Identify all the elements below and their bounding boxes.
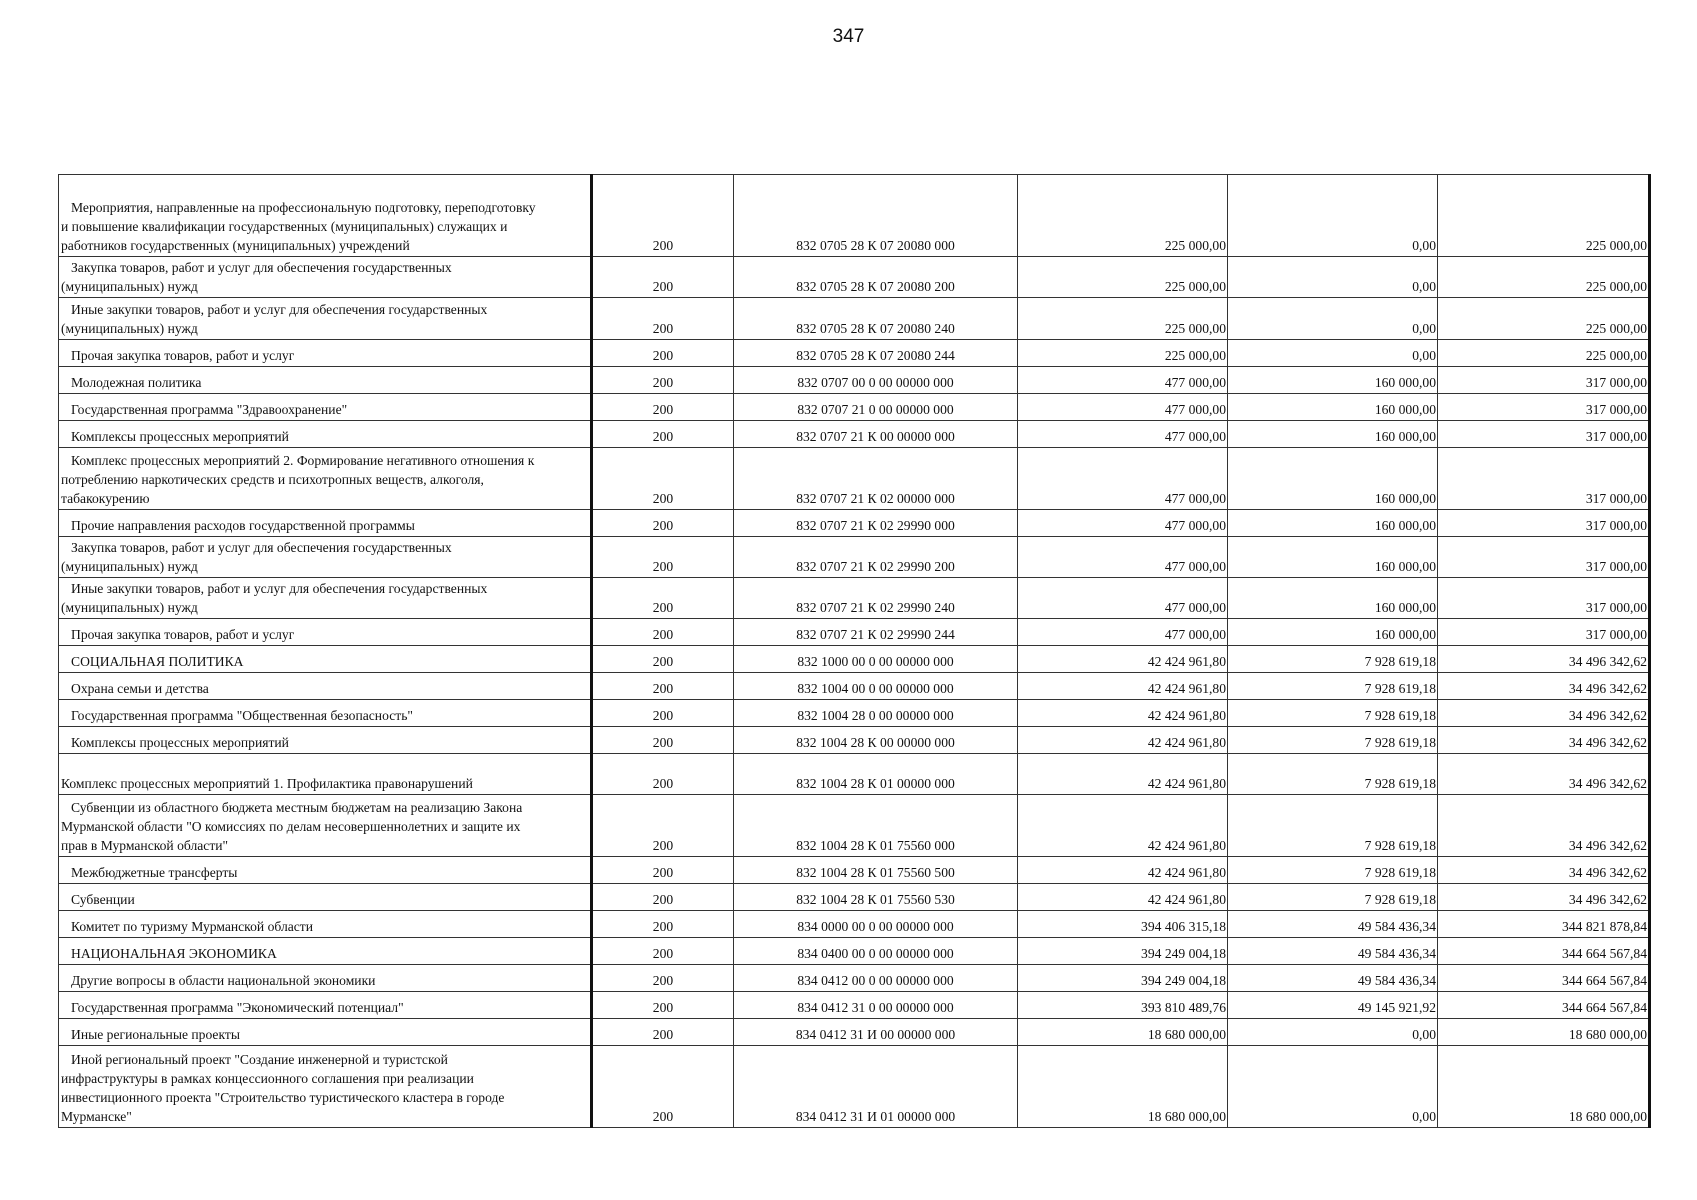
expense-name-line: инвестиционного проекта "Строительство туристического кластера в городе xyxy=(61,1090,505,1105)
admin-code-cell: 200 xyxy=(592,537,734,578)
expense-name-cell xyxy=(59,448,592,510)
budget-classification-cell: 834 0000 00 0 00 00000 000 xyxy=(734,911,1018,938)
amount-remaining-cell: 225 000,00 xyxy=(1438,257,1650,298)
budget-classification-cell: 832 0705 28 К 07 20080 244 xyxy=(734,340,1018,367)
expense-name-line: Закупка товаров, работ и услуг для обеспечения государственных xyxy=(71,260,452,275)
expense-name-line: Комплексы процессных мероприятий xyxy=(71,429,289,444)
expense-name-line: и повышение квалификации государственных (муниципальных) служащих и xyxy=(61,219,508,234)
amount-approved-cell: 477 000,00 xyxy=(1018,619,1228,646)
amount-remaining-cell: 317 000,00 xyxy=(1438,619,1650,646)
expense-name-line: Иной региональный проект "Создание инженерной и туристской xyxy=(71,1052,448,1067)
budget-classification-cell: 832 1004 28 К 01 75560 530 xyxy=(734,884,1018,911)
amount-executed-cell: 0,00 xyxy=(1228,175,1438,257)
amount-remaining-cell: 34 496 342,62 xyxy=(1438,857,1650,884)
expense-name-cell xyxy=(59,1019,592,1046)
amount-executed-cell: 7 928 619,18 xyxy=(1228,795,1438,857)
table-row xyxy=(59,646,1650,673)
amount-executed-cell: 0,00 xyxy=(1228,298,1438,340)
amount-executed-cell: 160 000,00 xyxy=(1228,367,1438,394)
table-row xyxy=(59,578,1650,619)
table-body xyxy=(59,175,1650,1128)
amount-approved-cell: 477 000,00 xyxy=(1018,448,1228,510)
amount-remaining-cell: 317 000,00 xyxy=(1438,578,1650,619)
budget-classification-cell: 832 0707 00 0 00 00000 000 xyxy=(734,367,1018,394)
expense-name-cell xyxy=(59,795,592,857)
table-row xyxy=(59,884,1650,911)
admin-code-cell: 200 xyxy=(592,1019,734,1046)
admin-code-cell: 200 xyxy=(592,795,734,857)
admin-code-cell: 200 xyxy=(592,298,734,340)
budget-classification-cell: 834 0412 31 И 01 00000 000 xyxy=(734,1046,1018,1128)
table-row xyxy=(59,619,1650,646)
amount-approved-cell: 225 000,00 xyxy=(1018,298,1228,340)
expense-name-cell xyxy=(59,911,592,938)
admin-code-cell: 200 xyxy=(592,394,734,421)
admin-code-cell: 200 xyxy=(592,510,734,537)
table-row xyxy=(59,394,1650,421)
amount-executed-cell: 160 000,00 xyxy=(1228,394,1438,421)
amount-approved-cell: 18 680 000,00 xyxy=(1018,1019,1228,1046)
amount-remaining-cell: 344 664 567,84 xyxy=(1438,965,1650,992)
admin-code-cell: 200 xyxy=(592,727,734,754)
admin-code-cell: 200 xyxy=(592,992,734,1019)
expense-name-cell xyxy=(59,175,592,257)
expense-name-line: СОЦИАЛЬНАЯ ПОЛИТИКА xyxy=(71,654,244,669)
expense-name-cell xyxy=(59,700,592,727)
amount-executed-cell: 7 928 619,18 xyxy=(1228,700,1438,727)
amount-approved-cell: 42 424 961,80 xyxy=(1018,727,1228,754)
admin-code-cell: 200 xyxy=(592,340,734,367)
budget-classification-cell: 832 1004 28 К 01 75560 000 xyxy=(734,795,1018,857)
expense-name-line: работников государственных (муниципальных) учреждений xyxy=(61,238,410,253)
amount-executed-cell: 160 000,00 xyxy=(1228,578,1438,619)
admin-code-cell: 200 xyxy=(592,965,734,992)
expense-name-line: Прочая закупка товаров, работ и услуг xyxy=(71,348,295,363)
expense-name-cell xyxy=(59,578,592,619)
table-row xyxy=(59,754,1650,795)
expense-name-line: (муниципальных) нужд xyxy=(61,600,198,615)
amount-executed-cell: 160 000,00 xyxy=(1228,448,1438,510)
table-row xyxy=(59,992,1650,1019)
budget-classification-cell: 832 0707 21 К 02 29990 244 xyxy=(734,619,1018,646)
expense-name-line: Межбюджетные трансферты xyxy=(71,865,238,880)
expense-name-line: Закупка товаров, работ и услуг для обеспечения государственных xyxy=(71,540,452,555)
amount-executed-cell: 7 928 619,18 xyxy=(1228,884,1438,911)
amount-executed-cell: 160 000,00 xyxy=(1228,510,1438,537)
amount-approved-cell: 477 000,00 xyxy=(1018,537,1228,578)
budget-classification-cell: 832 1000 00 0 00 00000 000 xyxy=(734,646,1018,673)
amount-approved-cell: 477 000,00 xyxy=(1018,510,1228,537)
amount-executed-cell: 49 584 436,34 xyxy=(1228,938,1438,965)
amount-approved-cell: 394 249 004,18 xyxy=(1018,965,1228,992)
table-row xyxy=(59,700,1650,727)
amount-approved-cell: 225 000,00 xyxy=(1018,257,1228,298)
expense-name-cell xyxy=(59,884,592,911)
amount-executed-cell: 7 928 619,18 xyxy=(1228,646,1438,673)
amount-executed-cell: 7 928 619,18 xyxy=(1228,727,1438,754)
expense-name-cell xyxy=(59,298,592,340)
amount-approved-cell: 42 424 961,80 xyxy=(1018,795,1228,857)
table-row xyxy=(59,857,1650,884)
table-row xyxy=(59,795,1650,857)
budget-classification-cell: 832 0707 21 К 00 00000 000 xyxy=(734,421,1018,448)
expense-name-cell xyxy=(59,394,592,421)
expense-name-cell xyxy=(59,727,592,754)
amount-remaining-cell: 317 000,00 xyxy=(1438,448,1650,510)
budget-classification-cell: 832 1004 28 К 01 75560 500 xyxy=(734,857,1018,884)
table-row xyxy=(59,448,1650,510)
budget-classification-cell: 832 0705 28 К 07 20080 240 xyxy=(734,298,1018,340)
amount-approved-cell: 42 424 961,80 xyxy=(1018,857,1228,884)
expense-name-line: Мероприятия, направленные на профессиональную подготовку, переподготовку xyxy=(71,200,536,215)
admin-code-cell: 200 xyxy=(592,700,734,727)
table-row xyxy=(59,1019,1650,1046)
expense-name-line: НАЦИОНАЛЬНАЯ ЭКОНОМИКА xyxy=(71,946,277,961)
budget-classification-cell: 832 0707 21 0 00 00000 000 xyxy=(734,394,1018,421)
expense-name-line: Субвенции xyxy=(71,892,135,907)
budget-classification-cell: 832 0707 21 К 02 29990 240 xyxy=(734,578,1018,619)
admin-code-cell: 200 xyxy=(592,175,734,257)
admin-code-cell: 200 xyxy=(592,421,734,448)
expense-name-line: Комитет по туризму Мурманской области xyxy=(71,919,314,934)
admin-code-cell: 200 xyxy=(592,578,734,619)
admin-code-cell: 200 xyxy=(592,448,734,510)
expense-name-cell xyxy=(59,965,592,992)
admin-code-cell: 200 xyxy=(592,911,734,938)
budget-classification-cell: 832 1004 28 К 01 00000 000 xyxy=(734,754,1018,795)
amount-remaining-cell: 225 000,00 xyxy=(1438,175,1650,257)
amount-approved-cell: 42 424 961,80 xyxy=(1018,700,1228,727)
table-row xyxy=(59,537,1650,578)
amount-executed-cell: 160 000,00 xyxy=(1228,421,1438,448)
amount-approved-cell: 42 424 961,80 xyxy=(1018,884,1228,911)
amount-approved-cell: 477 000,00 xyxy=(1018,367,1228,394)
table-row xyxy=(59,175,1650,257)
expense-name-line: Государственная программа "Здравоохранение" xyxy=(71,402,348,417)
expense-name-cell xyxy=(59,1046,592,1128)
budget-classification-cell: 832 0707 21 К 02 29990 200 xyxy=(734,537,1018,578)
amount-remaining-cell: 317 000,00 xyxy=(1438,367,1650,394)
amount-approved-cell: 477 000,00 xyxy=(1018,421,1228,448)
expense-name-cell xyxy=(59,421,592,448)
amount-remaining-cell: 317 000,00 xyxy=(1438,394,1650,421)
amount-remaining-cell: 18 680 000,00 xyxy=(1438,1019,1650,1046)
budget-table xyxy=(58,174,1651,1128)
budget-classification-cell: 834 0412 31 0 00 00000 000 xyxy=(734,992,1018,1019)
expense-name-line: (муниципальных) нужд xyxy=(61,321,198,336)
amount-executed-cell: 160 000,00 xyxy=(1228,619,1438,646)
expense-name-line: потреблению наркотических средств и психотропных веществ, алкоголя, xyxy=(61,472,484,487)
expense-name-cell xyxy=(59,673,592,700)
amount-executed-cell: 49 145 921,92 xyxy=(1228,992,1438,1019)
table-row xyxy=(59,510,1650,537)
table-row xyxy=(59,938,1650,965)
budget-classification-cell: 832 1004 00 0 00 00000 000 xyxy=(734,673,1018,700)
amount-approved-cell: 394 249 004,18 xyxy=(1018,938,1228,965)
amount-executed-cell: 7 928 619,18 xyxy=(1228,754,1438,795)
amount-remaining-cell: 34 496 342,62 xyxy=(1438,700,1650,727)
expense-name-line: Государственная программа "Общественная безопасность" xyxy=(71,708,413,723)
budget-classification-cell: 832 0705 28 К 07 20080 000 xyxy=(734,175,1018,257)
amount-executed-cell: 7 928 619,18 xyxy=(1228,857,1438,884)
admin-code-cell: 200 xyxy=(592,938,734,965)
expense-name-cell xyxy=(59,646,592,673)
expense-name-line: Мурманске" xyxy=(61,1109,132,1124)
amount-remaining-cell: 34 496 342,62 xyxy=(1438,727,1650,754)
expense-name-line: (муниципальных) нужд xyxy=(61,559,198,574)
expense-name-line: Государственная программа "Экономический потенциал" xyxy=(71,1000,404,1015)
budget-classification-cell: 832 0707 21 К 02 00000 000 xyxy=(734,448,1018,510)
table-row xyxy=(59,965,1650,992)
admin-code-cell: 200 xyxy=(592,646,734,673)
amount-approved-cell: 42 424 961,80 xyxy=(1018,646,1228,673)
admin-code-cell: 200 xyxy=(592,754,734,795)
expense-name-cell xyxy=(59,257,592,298)
amount-approved-cell: 394 406 315,18 xyxy=(1018,911,1228,938)
table-row xyxy=(59,1046,1650,1128)
table-row xyxy=(59,421,1650,448)
expense-name-cell xyxy=(59,992,592,1019)
expense-name-line xyxy=(61,755,588,774)
table-row xyxy=(59,298,1650,340)
amount-approved-cell: 225 000,00 xyxy=(1018,340,1228,367)
amount-remaining-cell: 34 496 342,62 xyxy=(1438,754,1650,795)
budget-classification-cell: 834 0412 00 0 00 00000 000 xyxy=(734,965,1018,992)
expense-name-line: прав в Мурманской области" xyxy=(61,838,229,853)
amount-executed-cell: 0,00 xyxy=(1228,340,1438,367)
table-row xyxy=(59,911,1650,938)
admin-code-cell: 200 xyxy=(592,257,734,298)
expense-name-cell xyxy=(59,938,592,965)
expense-name-line: Иные региональные проекты xyxy=(71,1027,240,1042)
expense-name-cell xyxy=(59,537,592,578)
amount-remaining-cell: 344 821 878,84 xyxy=(1438,911,1650,938)
expense-name-cell xyxy=(59,619,592,646)
expense-name-line: Мурманской области "О комиссиях по делам несовершеннолетних и защите их xyxy=(61,819,521,834)
expense-name-line: Иные закупки товаров, работ и услуг для обеспечения государственных xyxy=(71,581,488,596)
amount-executed-cell: 0,00 xyxy=(1228,1046,1438,1128)
expense-name-line: Иные закупки товаров, работ и услуг для обеспечения государственных xyxy=(71,302,488,317)
amount-approved-cell: 18 680 000,00 xyxy=(1018,1046,1228,1128)
expense-name-cell xyxy=(59,510,592,537)
expense-name-line: Охрана семьи и детства xyxy=(71,681,209,696)
amount-remaining-cell: 34 496 342,62 xyxy=(1438,673,1650,700)
expense-name-cell xyxy=(59,340,592,367)
budget-classification-cell: 832 1004 28 0 00 00000 000 xyxy=(734,700,1018,727)
amount-approved-cell: 477 000,00 xyxy=(1018,394,1228,421)
budget-classification-cell: 834 0400 00 0 00 00000 000 xyxy=(734,938,1018,965)
expense-name-cell xyxy=(59,754,592,795)
amount-executed-cell: 0,00 xyxy=(1228,257,1438,298)
amount-executed-cell: 160 000,00 xyxy=(1228,537,1438,578)
amount-approved-cell: 393 810 489,76 xyxy=(1018,992,1228,1019)
amount-remaining-cell: 18 680 000,00 xyxy=(1438,1046,1650,1128)
amount-approved-cell: 225 000,00 xyxy=(1018,175,1228,257)
budget-classification-cell: 832 0705 28 К 07 20080 200 xyxy=(734,257,1018,298)
amount-remaining-cell: 225 000,00 xyxy=(1438,298,1650,340)
admin-code-cell: 200 xyxy=(592,673,734,700)
table-row xyxy=(59,257,1650,298)
expense-name-line: Другие вопросы в области национальной экономики xyxy=(71,973,376,988)
amount-executed-cell: 7 928 619,18 xyxy=(1228,673,1438,700)
expense-name-line: инфраструктуры в рамках концессионного соглашения при реализации xyxy=(61,1071,474,1086)
admin-code-cell: 200 xyxy=(592,857,734,884)
admin-code-cell: 200 xyxy=(592,884,734,911)
admin-code-cell: 200 xyxy=(592,367,734,394)
expense-name-line: Прочая закупка товаров, работ и услуг xyxy=(71,627,295,642)
admin-code-cell: 200 xyxy=(592,619,734,646)
amount-remaining-cell: 317 000,00 xyxy=(1438,537,1650,578)
amount-executed-cell: 49 584 436,34 xyxy=(1228,911,1438,938)
expense-name-line: Субвенции из областного бюджета местным бюджетам на реализацию Закона xyxy=(71,800,523,815)
expense-name-line: Комплекс процессных мероприятий 1. Профилактика правонарушений xyxy=(61,776,473,791)
amount-remaining-cell: 225 000,00 xyxy=(1438,340,1650,367)
amount-executed-cell: 49 584 436,34 xyxy=(1228,965,1438,992)
budget-classification-cell: 832 0707 21 К 02 29990 000 xyxy=(734,510,1018,537)
amount-remaining-cell: 344 664 567,84 xyxy=(1438,992,1650,1019)
table-row xyxy=(59,673,1650,700)
table-row xyxy=(59,367,1650,394)
admin-code-cell: 200 xyxy=(592,1046,734,1128)
budget-classification-cell: 834 0412 31 И 00 00000 000 xyxy=(734,1019,1018,1046)
budget-classification-cell: 832 1004 28 К 00 00000 000 xyxy=(734,727,1018,754)
expense-name-line: Прочие направления расходов государственной программы xyxy=(71,518,415,533)
amount-remaining-cell: 317 000,00 xyxy=(1438,421,1650,448)
table-row xyxy=(59,340,1650,367)
expense-name-line: Комплексы процессных мероприятий xyxy=(71,735,289,750)
amount-remaining-cell: 317 000,00 xyxy=(1438,510,1650,537)
expense-name-line: Комплекс процессных мероприятий 2. Формирование негативного отношения к xyxy=(71,453,535,468)
amount-remaining-cell: 34 496 342,62 xyxy=(1438,646,1650,673)
amount-approved-cell: 477 000,00 xyxy=(1018,578,1228,619)
amount-approved-cell: 42 424 961,80 xyxy=(1018,673,1228,700)
amount-remaining-cell: 34 496 342,62 xyxy=(1438,884,1650,911)
amount-remaining-cell: 344 664 567,84 xyxy=(1438,938,1650,965)
amount-approved-cell: 42 424 961,80 xyxy=(1018,754,1228,795)
expense-name-line: (муниципальных) нужд xyxy=(61,279,198,294)
page-number: 347 xyxy=(832,26,865,47)
amount-executed-cell: 0,00 xyxy=(1228,1019,1438,1046)
expense-name-cell xyxy=(59,367,592,394)
expense-name-cell xyxy=(59,857,592,884)
expense-name-line: Молодежная политика xyxy=(71,375,202,390)
expense-name-line: табакокурению xyxy=(61,491,150,506)
table-row xyxy=(59,727,1650,754)
amount-remaining-cell: 34 496 342,62 xyxy=(1438,795,1650,857)
